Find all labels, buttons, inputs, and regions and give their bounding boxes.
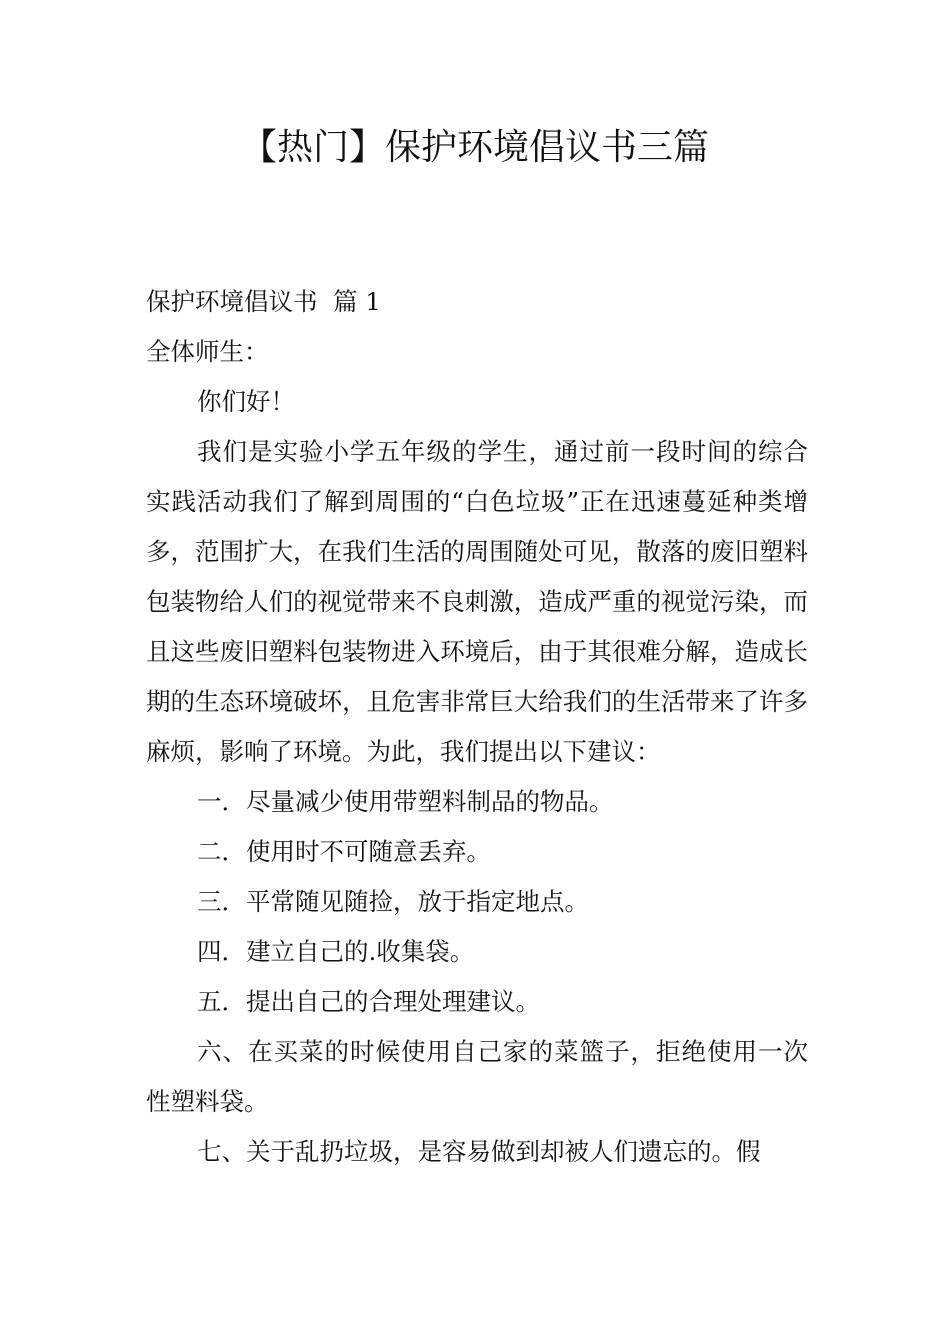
list-item: 一．尽量减少使用带塑料制品的物品。 [197, 787, 614, 816]
document-body [146, 277, 808, 1177]
list-item: 六、在买菜的时候使用自己家的菜篮子，拒绝使用一次性塑料袋。 [146, 1037, 808, 1116]
list-item: 三．平常随见随捡，放于指定地点。 [197, 887, 589, 916]
list-item: 七、关于乱扔垃圾，是容易做到却被人们遗忘的。假 [197, 1137, 761, 1166]
list-item: 五．提出自己的合理处理建议。 [197, 987, 540, 1016]
salutation: 全体师生： [146, 337, 269, 366]
list-item: 二．使用时不可随意丢弃。 [197, 837, 491, 866]
section-heading: 保护环境倡议书 篇 1 [146, 287, 381, 316]
greeting: 你们好！ [197, 387, 295, 416]
document-title: 【热门】保护环境倡议书三篇 [240, 127, 709, 168]
list-item: 四．建立自己的.收集袋。 [197, 937, 475, 966]
paragraph: 我们是实验小学五年级的学生，通过前一段时间的综合实践活动我们了解到周围的“白色垃圾”正在迅速蔓延种类增多，范围扩大，在我们生活的周围随处可见，散落的废旧塑料包装物给人们的视觉带来不良刺激，造成严重的视觉污染，而且这些废旧塑料包装物进入环境后，由于其很难分解，造成长期的生态环境破坏，且危害非常巨大给我们的生活带来了许多麻烦，影响了环境。为此，我们提出以下建议： [146, 437, 808, 766]
